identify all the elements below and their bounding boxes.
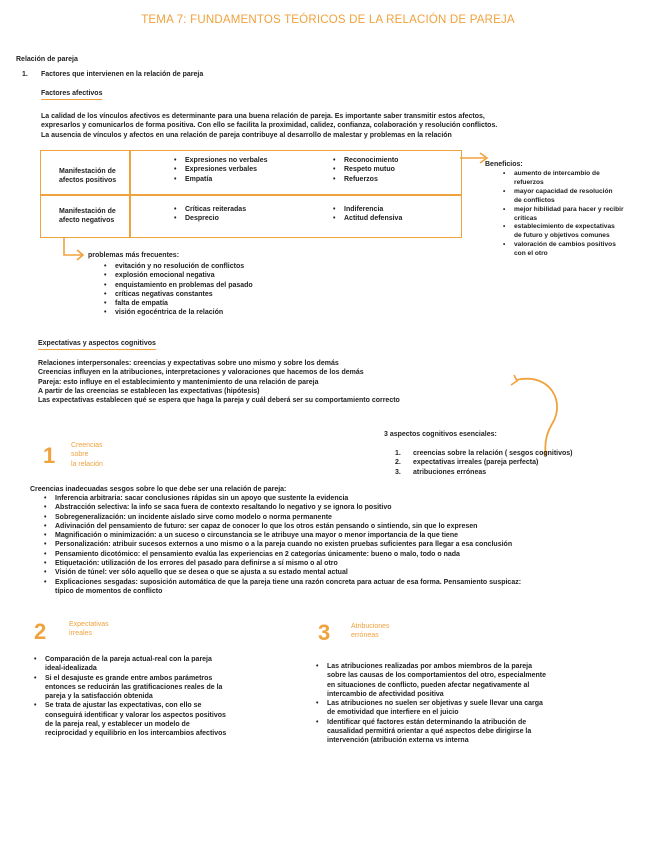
list-item: • mejor hibilidad para hacer y recibir críticas [503,206,653,224]
row2-col1-list [174,205,246,224]
afectivos-intro-line: La calidad de los vínculos afectivos es determinante para una buena relación de pareja. Es importante saber transmitir estos afectos, [41,113,485,120]
list-item: • Expresiones verbales [174,165,267,174]
list-item: 2. expectativas irreales (pareja perfecta) [395,459,539,467]
row2-label [59,207,116,226]
row1-label-line: Manifestación de [59,168,116,175]
afectivos-intro [41,112,641,140]
list-item: • Empatía [174,175,267,184]
problemas-heading: problemas más frecuentes: [88,252,180,259]
list-item: • Se trata de ajustar las expectativas, con ello se conseguirá identificar y valorar los aspectos positivos de la pareja real, y establecer un modelo de reciprocidad y equilibrio en los intercambios afectivos [34,701,294,738]
afectivos-heading: Factores afectivos [41,89,102,100]
cognitivos-line: Las expectativas establecen qué se espera que haga la pareja y cuál deberá ser su comportamiento correcto [38,397,400,405]
cognitivos-lines [38,359,578,405]
arrow-to-problemas-icon [60,237,90,263]
row2-label-line: Manifestación de [59,208,116,215]
block1-number: 1 [43,443,56,468]
tres-aspectos-heading: 3 aspectos cognitivos esenciales: [384,431,497,438]
list-item: • críticas negativas constantes [104,290,253,299]
list-item: • Actitud defensiva [333,214,402,223]
block2-list [34,655,294,739]
list-item: 3. atribuciones erróneas [395,468,487,476]
list-item: • Magnificación o minimización: a un suceso o circunstancia se le atribuye una mayor o menor importancia de la que tiene [44,531,649,540]
block3-title-line: Atribuciones [351,623,390,630]
list-item: • Inferencia arbitraria: sacar conclusiones rápidas sin un apoyo que sustente la evidencia [44,494,649,503]
block2-title [69,620,109,639]
list-item: • Pensamiento dicotómico: el pensamiento evalúa las experiencias en 2 categorías únicamente: bueno o malo, todo o nada [44,550,649,559]
cognitivos-line: A partir de las creencias se establecen las expectativas (hipótesis) [38,387,260,395]
problemas-list [104,262,253,318]
list-item: • Críticas reiteradas [174,205,246,214]
beneficios-heading: Beneficios: [485,161,523,168]
list-item: • Comparación de la pareja actual-real con la pareja ideal-idealizada [34,655,294,674]
cognitivos-line: Relaciones interpersonales: creencias y expectativas sobre uno mismo y sobre los demás [38,360,339,367]
sesgos-intro: Creencias inadecuadas sesgos sobre lo que debe ser una relación de pareja: [30,486,287,493]
block1-title-line: sobre [71,451,89,459]
block1-title-line: Creencias [71,442,103,449]
afectivos-intro-line: La ausencia de vínculos y afectos en una relación de pareja contribuye al desarrollo de malestar y problemas en la relación [41,131,452,139]
row2-label-line: afecto negativos [59,217,115,225]
row1-label [59,167,116,186]
numbered-item-number: 1. [22,71,28,78]
list-item: • Si el desajuste es grande entre ambos parámetros entonces se reducirán las gratificaciones reales de la pareja y la satisfacción obtenida [34,674,294,702]
cognitivos-line: Creencias influyen en la atribuciones, interpretaciones y valoraciones que hacemos de los demás [38,369,364,377]
list-item: • Indiferencia [333,205,402,214]
list-item: • explosión emocional negativa [104,271,253,280]
list-item: • aumento de intercambio de refuerzos [503,170,653,188]
list-item: • Visión de túnel: ver sólo aquello que se desea o que se ajusta a su estado mental actual [44,568,649,577]
section-heading: Relación de pareja [16,56,78,63]
row1-label-line: afectos positivos [59,177,117,185]
list-item: • Desprecio [174,214,246,223]
block1-title-line: la relación [71,460,103,468]
list-item: • valoración de cambios positivos con el otro [503,241,653,259]
numbered-item-text: Factores que intervienen en la relación de pareja [41,71,204,78]
row1-col1-list [174,156,267,184]
list-item: • Reconocimiento [333,156,398,165]
block3-title-line: erróneas [351,632,379,640]
list-item: • Abstracción selectiva: la info se saca fuera de contexto resaltando lo negativo y se ignora lo positivo [44,503,649,512]
block3-title [351,622,390,641]
list-item: • Refuerzos [333,175,398,184]
block1-title [71,441,103,469]
cognitivos-line: Pareja: esto influye en el establecimiento y mantenimiento de una relación de pareja [38,378,319,386]
row1-col2-list [333,156,398,184]
list-item: • evitación y no resolución de conflictos [104,262,253,271]
block3-list [316,662,646,746]
table-divider-horizontal [41,194,461,196]
list-item: • Personalización: atribuir sucesos externos a uno mismo o a la pareja cuando no existen pruebas suficientes para llegar a esa conclusión [44,540,649,549]
afectivos-intro-line: expresarlos y comunicarlos de forma positiva. Con ello se facilita la proximidad, calidez, confianza, colaboración y resolución conflictos. [41,122,498,130]
cognitivos-heading: Expectativas y aspectos cognitivos [38,339,156,350]
list-item: • falta de empatía [104,299,253,308]
list-item: • Respeto mutuo [333,165,398,174]
tres-aspectos-list [395,449,573,477]
list-item: • establecimiento de expectativas de futuro y objetivos comunes [503,223,653,241]
list-item: • Adivinación del pensamiento de futuro: ser capaz de conocer lo que los otros están pensando o sintiendo, sin que lo expresen [44,522,649,531]
block2-number: 2 [34,619,47,644]
row2-col2-list [333,205,402,224]
sesgos-list [44,494,649,596]
list-item: • Explicaciones sesgadas: suposición automática de que la pareja tiene una razón concreta para actuar de esa forma. Pensamiento suspicaz: típico de momentos de conflicto [44,578,649,597]
list-item: • enquistamiento en problemas del pasado [104,281,253,290]
list-item: • Expresiones no verbales [174,156,267,165]
afectos-table [40,150,462,238]
list-item: • visión egocéntrica de la relación [104,308,253,317]
list-item: • Las atribuciones realizadas por ambos miembros de la pareja sobre las causas de los comportamientos del otro, especialmente en situaciones de conflicto, pueden afectar negativamente al intercambio de afectividad positiva [316,662,646,699]
page-title: TEMA 7: FUNDAMENTOS TEÓRICOS DE LA RELACIÓN DE PAREJA [141,14,515,26]
list-item: • Etiquetación: utilización de los errores del pasado para definirse a sí mismo o al otro [44,559,649,568]
list-item: • Las atribuciones no suelen ser objetivas y suele llevar una carga de emotividad que interfiere en el juicio [316,699,646,718]
list-item: • mayor capacidad de resolución de conflictos [503,188,653,206]
block2-title-line: Expectativas [69,621,109,628]
list-item: • Sobregeneralización: un incidente aislado sirve como modelo o norma permanente [44,513,649,522]
block2-title-line: irreales [69,630,92,638]
block3-number: 3 [318,620,331,645]
beneficios-list [503,170,653,259]
list-item: 1. creencias sobre la relación ( sesgos cognitivos) [395,450,573,457]
list-item: • Identificar qué factores están determinando la atribución de causalidad permitirá orientar a qué aspectos debe dirigirse la intervención (atribución externa vs interna [316,718,646,746]
